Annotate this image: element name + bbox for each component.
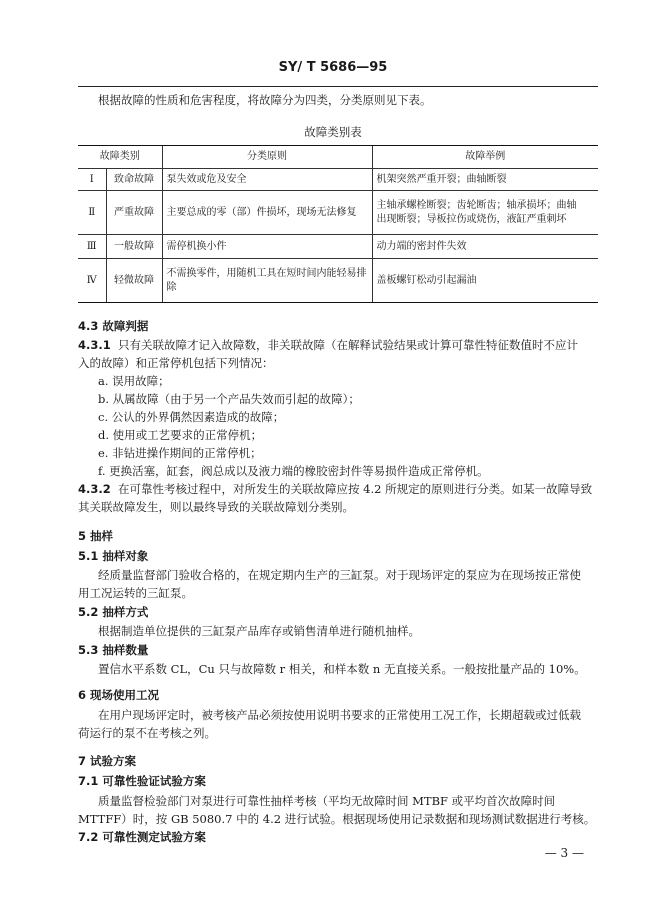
section-5-1-heading: 5.1 抽样对象	[78, 549, 149, 563]
section-5-3-text: 置信水平系数 CL，Cu 只与故障数 r 相关，和样本数 n 无直接关系。一般按批量产品的 10%。	[98, 662, 586, 676]
row-number: Ⅲ	[78, 235, 106, 259]
list-item: e. 非钻进操作期间的正常停机；	[98, 446, 262, 460]
row-example: 动力端的密封件失效	[372, 235, 598, 259]
section-5-heading: 5 抽样	[78, 529, 114, 543]
section-5-3-heading: 5.3 抽样数量	[78, 643, 149, 657]
header-rule	[78, 86, 598, 87]
table-row	[78, 259, 598, 303]
list-item: a. 误用故障；	[98, 374, 170, 388]
table-row	[78, 191, 598, 235]
row-category: 一般故障	[106, 235, 162, 259]
section-7-2-heading: 7.2 可靠性测定试验方案	[78, 830, 206, 844]
row-principle: 主要总成的零（部）件损坏，现场无法修复	[162, 191, 372, 235]
row-principle: 不需换零件，用随机工具在短时间内能轻易排 除	[162, 259, 372, 303]
section-5-2-text: 根据制造单位提供的三缸泵产品库存或销售清单进行随机抽样。	[98, 624, 420, 638]
list-item: f. 更换活塞，缸套，阀总成以及液力端的橡胶密封件等易损件造成正常停机。	[98, 464, 489, 478]
list-item: b. 从属故障（由于另一个产品失效而引起的故障）；	[98, 392, 360, 406]
clause-4-3-1-line2: 入的故障）和正常停机包括下列情况：	[78, 356, 274, 370]
row-principle: 泵失效或危及安全	[162, 169, 372, 191]
row-example: 主轴承螺栓断裂；齿轮断齿；轴承损坏；曲轴 出现断裂；导板拉伤或烧伤，液缸严重刺坏	[372, 191, 598, 235]
section-7-heading: 7 试验方案	[78, 754, 137, 768]
section-5-1-line2: 用工况运转的三缸泵。	[78, 586, 193, 600]
section-7-1-heading: 7.1 可靠性验证试验方案	[78, 774, 206, 788]
row-category: 严重故障	[106, 191, 162, 235]
col-header-example: 故障举例	[372, 146, 598, 169]
list-item: d. 使用或工艺要求的正常停机；	[98, 428, 263, 442]
clause-4-3-1-number: 4.3.1	[78, 338, 111, 352]
section-7-1-line1: 质量监督检验部门对泵进行可靠性抽样考核（平均无故障时间 MTBF 或平均首次故障时间	[98, 794, 556, 808]
table-row	[78, 169, 598, 191]
section-6-line1: 在用户现场评定时，被考核产品必须按使用说明书要求的正常使用工况工作，长期超载或过低载	[98, 708, 581, 722]
fault-category-table	[78, 145, 598, 303]
row-category: 轻微故障	[106, 259, 162, 303]
page-number: — 3 —	[544, 846, 584, 860]
table-caption: 故障类别表	[304, 125, 362, 139]
row-number: Ⅰ	[78, 169, 106, 191]
intro-paragraph: 根据故障的性质和危害程度，将故障分为四类，分类原则见下表。	[98, 93, 432, 107]
section-7-1-line2: MTTFF）时，按 GB 5080.7 中的 4.2 进行试验。根据现场使用记录数据和现场测试数据进行考核。	[78, 812, 596, 826]
row-example: 盖板螺钉松动引起漏油	[372, 259, 598, 303]
section-6-line2: 荷运行的泵不在考核之列。	[78, 726, 216, 740]
clause-4-3-1-line1: 只有关联故障才记入故障数，非关联故障（在解释试验结果或计算可靠性特征数值时不应计	[118, 338, 578, 352]
section-5-1-line1: 经质量监督部门验收合格的，在规定期内生产的三缸泵。对于现场评定的泵应为在现场按正常使	[98, 568, 581, 582]
row-example: 机架突然严重开裂；曲轴断裂	[372, 169, 598, 191]
clause-4-3-2-number: 4.3.2	[78, 482, 111, 496]
col-header-category: 故障类别	[78, 146, 162, 169]
list-item: c. 公认的外界偶然因素造成的故障；	[98, 410, 285, 424]
page-header: SY/ T 5686—95	[278, 60, 388, 75]
section-4-3-heading: 4.3 故障判据	[78, 319, 149, 333]
clause-4-3-2-line1: 在可靠性考核过程中，对所发生的关联故障应按 4.2 所规定的原则进行分类。如某一故障导致	[118, 482, 593, 496]
clause-4-3-2-line2: 其关联故障发生，则以最终导致的关联故障划分类别。	[78, 500, 354, 514]
section-5-2-heading: 5.2 抽样方式	[78, 605, 149, 619]
row-principle: 需停机换小件	[162, 235, 372, 259]
col-header-principle: 分类原则	[162, 146, 372, 169]
row-number: Ⅳ	[78, 259, 106, 303]
section-6-heading: 6 现场使用工况	[78, 688, 160, 702]
row-number: Ⅱ	[78, 191, 106, 235]
row-category: 致命故障	[106, 169, 162, 191]
table-row	[78, 235, 598, 259]
